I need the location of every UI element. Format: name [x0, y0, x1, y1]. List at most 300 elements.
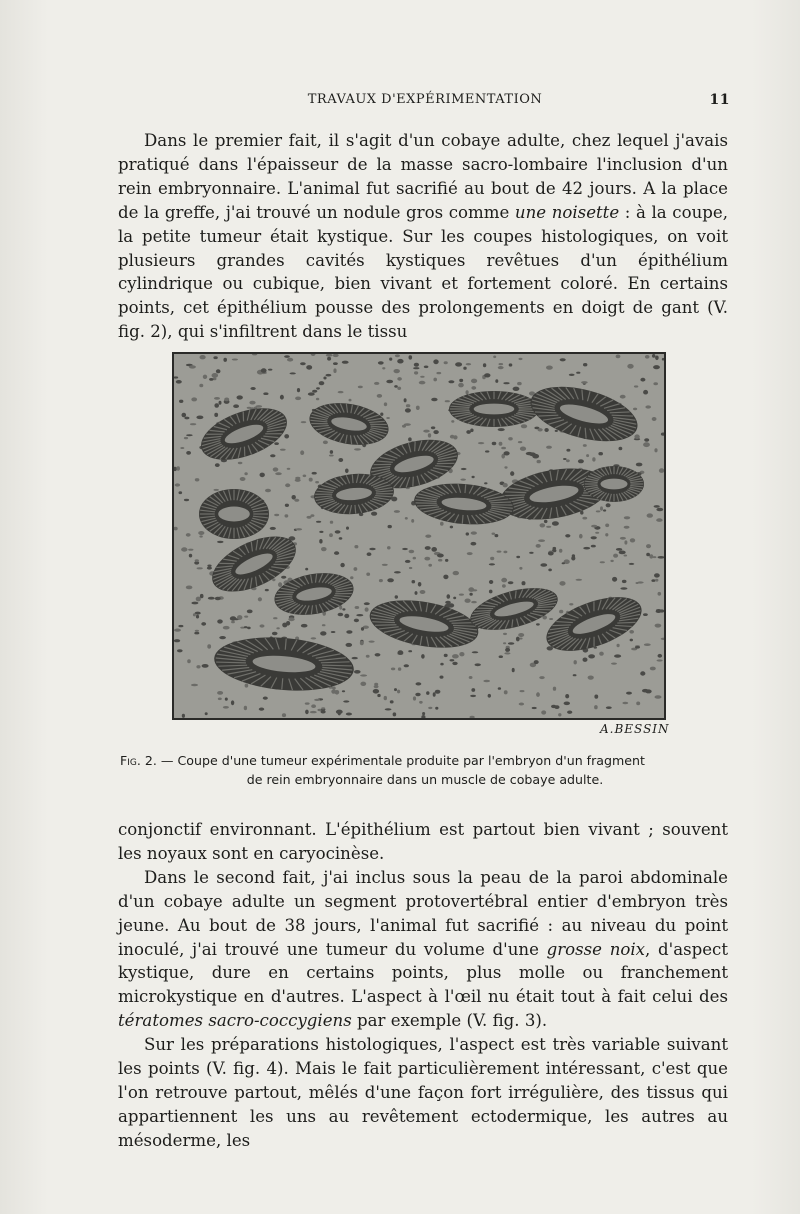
stroma-nucleus: [633, 408, 637, 411]
stroma-nucleus: [312, 472, 317, 475]
stroma-nucleus: [547, 646, 553, 650]
stroma-nucleus: [489, 590, 493, 594]
stroma-nucleus: [428, 433, 431, 437]
stroma-nucleus: [644, 643, 651, 646]
stroma-nucleus: [498, 366, 504, 369]
stroma-nucleus: [409, 567, 412, 569]
stroma-nucleus: [655, 356, 659, 361]
stroma-nucleus: [249, 401, 255, 405]
stroma-nucleus: [203, 375, 207, 379]
stroma-nucleus: [224, 398, 229, 402]
stroma-nucleus: [564, 702, 570, 706]
stroma-nucleus: [342, 608, 345, 610]
stroma-nucleus: [386, 380, 393, 384]
stroma-nucleus: [181, 547, 187, 551]
stroma-nucleus: [559, 549, 562, 553]
text-run: Dans le premier fait, il s'agit d'un cobaye adulte, chez lequel j'avais pratiqué dans l'épaisseur de la masse sacro-lombaire l'inclusion d'un rein embryonnaire. L'animal fut sacrifié au bout de 42 jours. A la place de la greffe, j'ai trouvé un nodule gros comme: [118, 131, 728, 222]
stroma-nucleus: [425, 546, 431, 550]
stroma-nucleus: [199, 384, 203, 388]
stroma-nucleus: [505, 648, 510, 652]
stroma-nucleus: [471, 688, 475, 692]
stroma-nucleus: [295, 397, 301, 401]
stroma-nucleus: [483, 363, 486, 367]
stroma-nucleus: [646, 553, 650, 557]
stroma-nucleus: [445, 400, 450, 402]
page-number: 11: [709, 92, 730, 108]
stroma-nucleus: [265, 589, 269, 591]
stroma-nucleus: [205, 712, 208, 715]
text-run: , d'aspect kystique, dure en certains points, plus molle ou franchement microkystique en d'autres. L'aspect à l'œil nu était tout à fait celui des: [118, 939, 729, 1007]
stroma-nucleus: [270, 454, 275, 457]
stroma-nucleus: [186, 586, 193, 590]
stroma-nucleus: [450, 435, 455, 439]
stroma-nucleus: [588, 676, 594, 680]
stroma-nucleus: [369, 548, 375, 550]
stroma-nucleus: [613, 554, 618, 558]
stroma-nucleus: [247, 627, 251, 630]
stroma-nucleus: [583, 658, 588, 662]
text-run: par exemple (V. fig. 3).: [351, 1011, 548, 1031]
stroma-nucleus: [338, 391, 344, 393]
stroma-nucleus: [274, 514, 279, 516]
stroma-nucleus: [425, 535, 431, 538]
stroma-nucleus: [478, 442, 484, 444]
stroma-nucleus: [332, 687, 336, 690]
stroma-nucleus: [378, 361, 384, 364]
stroma-nucleus: [354, 448, 361, 450]
stroma-nucleus: [448, 380, 454, 383]
stroma-nucleus: [207, 567, 212, 570]
stroma-nucleus: [576, 372, 580, 374]
stroma-nucleus: [219, 401, 222, 405]
stroma-nucleus: [627, 364, 633, 369]
stroma-nucleus: [230, 616, 237, 620]
stroma-nucleus: [497, 551, 502, 553]
stroma-nucleus: [404, 664, 409, 667]
stroma-nucleus: [538, 539, 545, 542]
stroma-nucleus: [598, 452, 603, 455]
stroma-nucleus: [420, 590, 426, 594]
stroma-nucleus: [389, 358, 392, 361]
stroma-nucleus: [355, 606, 360, 609]
stroma-nucleus: [440, 676, 444, 679]
stroma-nucleus: [178, 625, 183, 627]
stroma-nucleus: [189, 365, 196, 368]
stroma-nucleus: [201, 622, 206, 626]
stroma-nucleus: [385, 708, 392, 710]
italic-text: grosse noix: [546, 939, 646, 959]
stroma-nucleus: [281, 576, 286, 579]
stroma-nucleus: [647, 513, 653, 517]
stroma-nucleus: [219, 636, 226, 639]
stroma-nucleus: [214, 489, 219, 491]
stroma-nucleus: [297, 388, 300, 392]
stroma-nucleus: [484, 482, 487, 484]
stroma-nucleus: [591, 525, 597, 528]
stroma-nucleus: [461, 468, 467, 470]
stroma-nucleus: [412, 580, 416, 583]
stroma-nucleus: [356, 614, 363, 616]
stroma-nucleus: [605, 524, 609, 528]
stroma-nucleus: [223, 358, 227, 362]
stroma-nucleus: [616, 355, 621, 359]
stroma-nucleus: [440, 522, 444, 526]
stroma-nucleus: [435, 690, 441, 694]
stroma-nucleus: [433, 692, 436, 697]
stroma-nucleus: [390, 700, 394, 703]
stroma-nucleus: [393, 712, 397, 716]
stroma-nucleus: [443, 575, 448, 580]
stroma-nucleus: [653, 382, 658, 385]
stroma-nucleus: [538, 428, 543, 431]
stroma-nucleus: [552, 521, 559, 526]
stroma-nucleus: [512, 668, 515, 672]
stroma-nucleus: [508, 437, 513, 440]
stroma-nucleus: [179, 491, 183, 494]
stroma-nucleus: [311, 637, 317, 639]
stroma-nucleus: [382, 367, 385, 369]
stroma-nucleus: [189, 554, 192, 558]
stroma-nucleus: [565, 534, 570, 537]
stroma-nucleus: [397, 359, 403, 364]
stroma-nucleus: [499, 363, 504, 365]
stroma-nucleus: [371, 512, 377, 516]
stroma-nucleus: [259, 708, 264, 711]
stroma-nucleus: [329, 533, 333, 537]
stroma-nucleus: [498, 428, 505, 431]
stroma-nucleus: [574, 660, 577, 664]
stroma-nucleus: [244, 616, 248, 618]
stroma-nucleus: [460, 479, 466, 481]
stroma-nucleus: [244, 472, 247, 475]
stroma-nucleus: [433, 378, 437, 382]
stroma-nucleus: [504, 652, 510, 654]
stroma-nucleus: [566, 459, 570, 462]
stroma-nucleus: [503, 382, 509, 384]
stroma-nucleus: [398, 667, 401, 670]
stroma-nucleus: [548, 552, 554, 556]
stroma-nucleus: [554, 705, 559, 709]
stroma-nucleus: [366, 655, 370, 658]
text-run: Dans le second fait, j'ai inclus sous la peau de la paroi abdominale d'un cobaye adulte un segment protovertébral entier d'embryon très jeune. Au bout de 38 jours, l'animal fut sacrifié : au niveau du point inoculé, j'ai trouvé une tumeur du volume d'une: [118, 867, 728, 959]
stroma-nucleus: [379, 579, 383, 582]
stroma-nucleus: [483, 680, 490, 682]
stroma-nucleus: [250, 387, 255, 390]
stroma-nucleus: [658, 592, 662, 596]
stroma-nucleus: [499, 655, 503, 658]
stroma-nucleus: [278, 582, 282, 587]
stroma-nucleus: [466, 430, 471, 434]
stroma-nucleus: [287, 358, 293, 362]
stroma-nucleus: [319, 539, 322, 544]
stroma-nucleus: [582, 517, 587, 520]
stroma-nucleus: [285, 504, 289, 507]
stroma-nucleus: [394, 369, 400, 373]
stroma-nucleus: [645, 355, 650, 359]
stroma-nucleus: [377, 394, 382, 398]
stroma-nucleus: [540, 523, 546, 527]
stroma-nucleus: [562, 562, 565, 564]
stroma-nucleus: [388, 525, 392, 528]
stroma-nucleus: [397, 690, 400, 694]
stroma-nucleus: [319, 531, 323, 533]
stroma-nucleus: [346, 713, 352, 716]
stroma-nucleus: [409, 550, 415, 553]
stroma-nucleus: [421, 654, 425, 659]
stroma-nucleus: [404, 398, 407, 402]
stroma-nucleus: [636, 702, 640, 706]
columnar-cell: [462, 515, 463, 524]
stroma-nucleus: [532, 707, 537, 709]
stroma-nucleus: [276, 627, 279, 629]
stroma-nucleus: [270, 527, 276, 530]
stroma-nucleus: [546, 366, 553, 370]
stroma-nucleus: [548, 569, 552, 572]
stroma-nucleus: [360, 682, 366, 686]
stroma-nucleus: [330, 521, 333, 524]
stroma-nucleus: [335, 530, 341, 533]
stroma-nucleus: [342, 361, 349, 364]
stroma-nucleus: [182, 413, 187, 418]
columnar-cell: [355, 505, 356, 514]
stroma-nucleus: [198, 531, 204, 535]
stroma-nucleus: [495, 534, 499, 537]
stroma-nucleus: [518, 633, 524, 637]
stroma-nucleus: [265, 489, 271, 493]
stroma-nucleus: [444, 361, 448, 364]
stroma-nucleus: [330, 450, 333, 454]
stroma-nucleus: [397, 377, 402, 381]
stroma-nucleus: [296, 528, 303, 530]
stroma-nucleus: [596, 510, 601, 512]
stroma-nucleus: [319, 381, 325, 385]
caption-line-1: [120, 751, 730, 770]
stroma-nucleus: [214, 403, 219, 408]
stroma-nucleus: [431, 426, 435, 429]
stroma-nucleus: [658, 654, 663, 658]
stroma-nucleus: [294, 499, 299, 502]
stroma-nucleus: [471, 386, 476, 390]
stroma-nucleus: [321, 547, 327, 551]
stroma-nucleus: [509, 363, 513, 366]
stroma-nucleus: [518, 441, 522, 443]
stroma-nucleus: [343, 700, 349, 702]
stroma-nucleus: [467, 552, 473, 555]
stroma-nucleus: [382, 564, 388, 566]
stroma-nucleus: [440, 663, 443, 666]
stroma-nucleus: [544, 520, 548, 523]
stroma-nucleus: [489, 580, 493, 584]
stroma-nucleus: [323, 377, 326, 380]
stroma-nucleus: [428, 564, 432, 567]
stroma-nucleus: [519, 358, 523, 360]
stroma-nucleus: [193, 613, 196, 616]
stroma-nucleus: [624, 540, 627, 544]
stroma-nucleus: [196, 416, 203, 420]
stroma-nucleus: [300, 450, 304, 455]
stroma-nucleus: [394, 385, 398, 388]
stroma-nucleus: [646, 544, 651, 548]
stroma-nucleus: [394, 571, 401, 573]
stroma-nucleus: [344, 614, 349, 618]
stroma-nucleus: [458, 383, 464, 388]
stroma-nucleus: [354, 567, 358, 571]
stroma-nucleus: [331, 690, 336, 694]
stroma-nucleus: [581, 381, 588, 384]
stroma-nucleus: [387, 546, 391, 549]
stroma-nucleus: [196, 615, 199, 619]
stroma-nucleus: [216, 369, 221, 373]
stroma-nucleus: [184, 499, 189, 501]
stroma-nucleus: [395, 595, 398, 598]
stroma-nucleus: [470, 429, 473, 433]
stroma-nucleus: [237, 395, 243, 399]
stroma-nucleus: [413, 367, 419, 369]
stroma-nucleus: [654, 505, 660, 508]
stroma-nucleus: [360, 674, 367, 676]
stroma-nucleus: [634, 385, 638, 387]
stroma-nucleus: [300, 362, 306, 365]
stroma-nucleus: [191, 602, 198, 605]
stroma-nucleus: [634, 434, 639, 439]
stroma-nucleus: [471, 531, 477, 534]
stroma-nucleus: [187, 659, 191, 663]
stroma-nucleus: [642, 689, 649, 693]
stroma-nucleus: [519, 638, 522, 640]
stroma-nucleus: [314, 699, 320, 701]
stroma-nucleus: [287, 468, 291, 470]
stroma-nucleus: [223, 626, 230, 630]
stroma-nucleus: [395, 354, 400, 357]
stroma-nucleus: [316, 387, 320, 389]
stroma-nucleus: [654, 448, 657, 452]
stroma-nucleus: [459, 379, 463, 382]
stroma-nucleus: [438, 559, 442, 562]
stroma-nucleus: [630, 639, 633, 642]
stroma-nucleus: [208, 597, 215, 600]
stroma-nucleus: [452, 662, 457, 665]
stroma-nucleus: [619, 447, 623, 451]
stroma-nucleus: [502, 584, 506, 587]
stroma-nucleus: [233, 404, 239, 408]
stroma-nucleus: [339, 537, 343, 540]
stroma-nucleus: [591, 545, 596, 548]
stroma-nucleus: [309, 478, 313, 482]
stroma-nucleus: [573, 674, 577, 676]
stroma-nucleus: [522, 581, 526, 585]
stroma-nucleus: [459, 652, 464, 656]
stroma-nucleus: [424, 557, 430, 561]
stroma-nucleus: [431, 547, 437, 552]
stroma-nucleus: [261, 368, 267, 373]
stroma-nucleus: [422, 712, 425, 715]
stroma-nucleus: [338, 711, 341, 716]
stroma-nucleus: [636, 463, 643, 467]
stroma-nucleus: [345, 469, 349, 474]
stroma-nucleus: [503, 633, 507, 635]
stroma-nucleus: [595, 532, 599, 534]
stroma-nucleus: [622, 580, 627, 583]
stroma-nucleus: [331, 631, 336, 633]
stroma-nucleus: [342, 690, 345, 692]
stroma-nucleus: [536, 544, 541, 548]
stroma-nucleus: [624, 555, 628, 557]
stroma-nucleus: [606, 503, 611, 507]
stroma-nucleus: [588, 654, 595, 658]
stroma-nucleus: [282, 623, 287, 628]
stroma-nucleus: [321, 707, 325, 709]
stroma-nucleus: [489, 563, 495, 565]
stroma-nucleus: [504, 690, 508, 694]
stroma-nucleus: [503, 551, 507, 554]
stroma-nucleus: [448, 603, 454, 607]
stroma-nucleus: [508, 581, 514, 584]
stroma-nucleus: [645, 405, 651, 408]
gland-lumen: [218, 507, 250, 522]
stroma-nucleus: [504, 466, 507, 468]
stroma-nucleus: [503, 483, 508, 487]
stroma-nucleus: [184, 437, 188, 439]
stroma-nucleus: [501, 447, 506, 450]
stroma-nucleus: [626, 692, 632, 695]
stroma-nucleus: [196, 665, 200, 668]
stroma-nucleus: [539, 676, 544, 679]
stroma-nucleus: [520, 447, 526, 451]
stroma-nucleus: [520, 690, 525, 692]
stroma-nucleus: [485, 450, 489, 452]
stroma-nucleus: [263, 697, 268, 700]
stroma-nucleus: [447, 594, 451, 599]
stroma-nucleus: [323, 441, 328, 445]
stroma-nucleus: [635, 646, 640, 649]
paragraph: [118, 129, 728, 344]
stroma-nucleus: [563, 458, 567, 460]
stroma-nucleus: [408, 437, 412, 441]
stroma-nucleus: [455, 362, 462, 366]
stroma-nucleus: [495, 379, 498, 383]
stroma-nucleus: [364, 602, 370, 605]
stroma-nucleus: [519, 703, 524, 706]
stroma-nucleus: [610, 560, 613, 562]
stroma-nucleus: [200, 355, 206, 359]
stroma-nucleus: [260, 473, 265, 478]
stroma-nucleus: [653, 365, 660, 369]
stroma-nucleus: [340, 563, 344, 567]
stroma-nucleus: [213, 356, 217, 359]
stroma-nucleus: [591, 536, 597, 539]
stroma-nucleus: [492, 533, 496, 535]
stroma-nucleus: [346, 527, 349, 530]
stroma-nucleus: [179, 400, 183, 403]
stroma-nucleus: [311, 704, 316, 708]
stroma-nucleus: [622, 702, 628, 705]
stroma-nucleus: [559, 610, 563, 614]
stroma-nucleus: [656, 518, 662, 522]
stroma-nucleus: [617, 644, 620, 647]
stroma-nucleus: [394, 510, 400, 513]
stroma-nucleus: [655, 579, 658, 582]
stroma-nucleus: [549, 618, 553, 620]
stroma-nucleus: [322, 624, 326, 626]
stroma-nucleus: [273, 467, 279, 471]
stroma-nucleus: [583, 547, 590, 550]
stroma-nucleus: [184, 417, 189, 420]
stroma-nucleus: [444, 654, 448, 657]
stroma-nucleus: [295, 477, 300, 480]
stroma-nucleus: [218, 698, 222, 701]
stroma-nucleus: [244, 706, 247, 710]
stroma-nucleus: [284, 355, 290, 358]
